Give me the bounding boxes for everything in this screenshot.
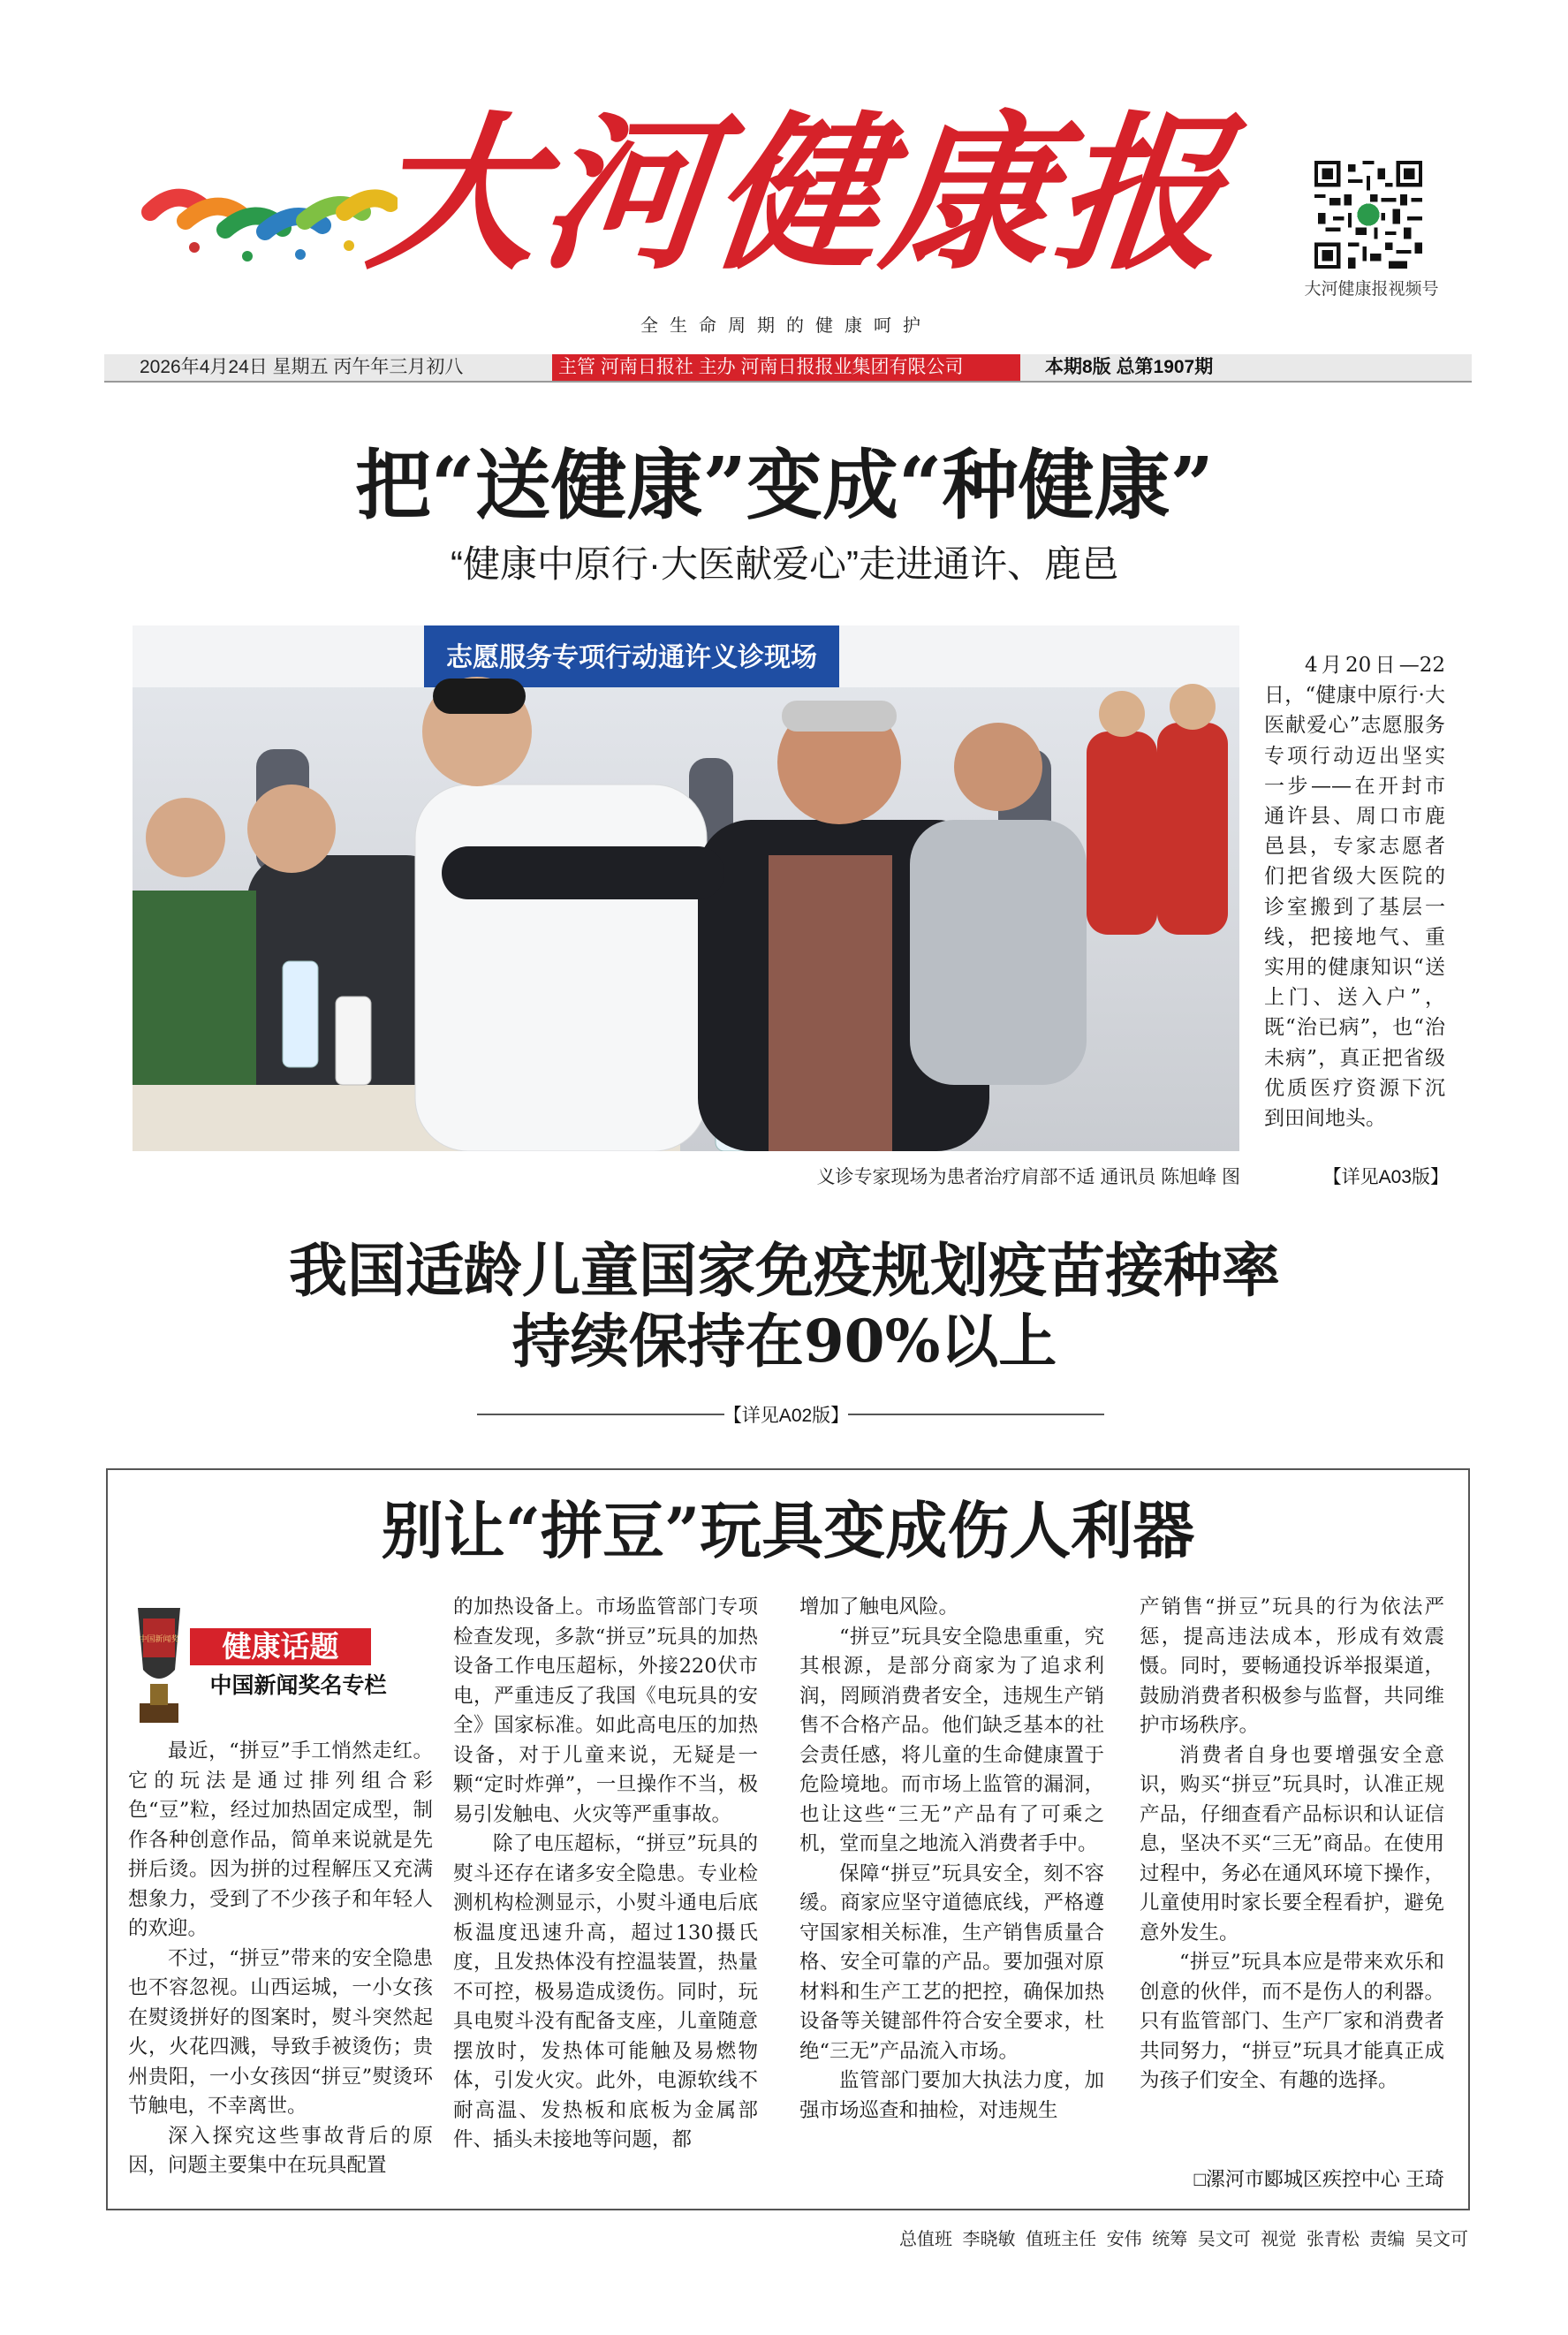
- paragraph: 最近，“拼豆”手工悄然走红。它的玩法是通过排列组合彩色“豆”粒，经过加热固定成型，制作各种创意作品，简单来说就是先拼后烫。因为拼的过程解压又充满想象力，受到了不少孩子和年轻人的欢迎。: [128, 1740, 433, 1940]
- article-headline: 别让“拼豆”玩具变成伤人利器: [381, 1494, 1195, 1567]
- divider: [477, 1414, 724, 1415]
- topic-subtitle: 中国新闻奖名专栏: [209, 1673, 387, 1698]
- second-page-ref[interactable]: 【详见A02版】: [723, 1406, 850, 1426]
- paragraph: 产销售“拼豆”玩具的行为依法严惩，提高违法成本，形成有效震慑。同时，要畅通投诉举报渠道，鼓励消费者积极参与监督，共同维护市场秩序。: [1140, 1596, 1444, 1737]
- qr-label: 大河健康报视频号: [1304, 280, 1439, 299]
- issue-number: 本期8版 总第1907期: [1045, 357, 1214, 377]
- article-column-2: [453, 1593, 758, 2156]
- second-headline-line2: 持续保持在90%以上: [511, 1307, 1057, 1376]
- paragraph: 不过，“拼豆”带来的安全隐患也不容忽视。山西运城，一小女孩在熨烫拼好的图案时，熨斗突然起火，火花四溅，导致手被烫伤；贵州贵阳，一小女孩因“拼豆”熨烫环节触电，不幸离世。: [128, 1946, 433, 2118]
- paragraph: 保障“拼豆”玩具安全，刻不容缓。商家应坚守道德底线，严格遵守国家相关标准，生产销售质量合格、安全可靠的产品。要加强对原材料和生产工艺的把控，确保加热设备等关键部件符合安全要求，杜绝“三无”产品流入市场。: [799, 1861, 1104, 2063]
- paragraph: 深入探究这些事故背后的原因，问题主要集中在玩具配置: [128, 2124, 433, 2177]
- trophy-icon: [133, 1599, 186, 1725]
- editor-credits: 总值班 李晓敏 值班主任 安伟 统筹 吴文可 视觉 张青松 责编 吴文可: [898, 2230, 1468, 2249]
- photo-caption: 义诊专家现场为患者治疗肩部不适 通讯员 陈旭峰 图: [816, 1167, 1240, 1187]
- sponsor-text: 主管 河南日报社 主办 河南日报报业集团有限公司: [558, 357, 964, 377]
- second-headline: [104, 1235, 1465, 1376]
- photo-banner-text: 志愿服务专项行动通许义诊现场: [446, 642, 817, 673]
- paragraph: 的加热设备上。市场监管部门专项检查发现，多款“拼豆”玩具的加热设备工作电压超标，外接220伏市电，严重违反了我国《电玩具的安全》国家标准。如此高电压的加热设备，对于儿童来说，无疑是一颗“定时炸弹”，一旦操作不当，极易引发触电、火灾等严重事故。: [453, 1596, 758, 1826]
- paragraph: 增加了触电风险。: [799, 1596, 959, 1619]
- divider: [848, 1414, 1104, 1415]
- masthead-slogan: 全生命周期的健康呵护: [640, 316, 932, 336]
- trophy-text: 中国新闻奖: [139, 1635, 179, 1644]
- article-column-4: [1140, 1593, 1444, 2096]
- paragraph: 除了电压超标，“拼豆”玩具的熨斗还存在诸多安全隐患。专业检测机构检测显示，小熨斗通电后底板温度迅速升高，超过130摄氏度，且发热体没有控温装置，热量不可控，极易造成烫伤。同时，玩具电熨斗没有配备支座，儿童随意摆放时，发热体可能触及易燃物体，引发火灾。此外，电源软线不耐高温、发热板和底板为金属部件、插头未接地等问题，都: [453, 1832, 758, 2151]
- article-column-1: [128, 1737, 433, 2181]
- qr-code-icon: [1314, 161, 1422, 269]
- article-byline: □漯河市郾城区疾控中心 王琦: [1193, 2168, 1444, 2190]
- issue-date: 2026年4月24日 星期五 丙午年三月初八: [140, 357, 464, 377]
- topic-badge: 健康话题: [190, 1628, 371, 1665]
- lead-subheadline: “健康中原行·大医献爱心”走进通许、鹿邑: [451, 543, 1118, 585]
- lead-summary: 4月20日—22日，“健康中原行·大医献爱心”志愿服务专项行动迈出坚实一步——在开封市通许县、周口市鹿邑县，专家志愿者们把省级大医院的诊室搬到了基层一线，把接地气、重实用的健康知识“送上门、送入户”，既“治已病”，也“治未病”，真正把省级优质医疗资源下沉到田间地头。: [1264, 654, 1445, 1131]
- lead-photo: [133, 625, 1239, 1151]
- lead-headline: 把“送健康”变成“种健康”: [355, 441, 1214, 530]
- ribbon-logo-icon: [141, 177, 398, 274]
- article-column-3: [799, 1593, 1104, 2126]
- paragraph: 消费者自身也要增强安全意识，购买“拼豆”玩具时，认准正规产品，仔细查看产品标识和认证信息，坚决不买“三无”商品。在使用过程中，务必在通风环境下操作，儿童使用时家长要全程看护，避免意外发生。: [1140, 1743, 1444, 1945]
- masthead-title: 大河健康报: [360, 95, 1238, 292]
- paragraph: “拼豆”玩具安全隐患重重，究其根源，是部分商家为了追求利润，罔顾消费者安全，违规生产销售不合格产品。他们缺乏基本的社会责任感，将儿童的生命健康置于危险境地。而市场上监管的漏洞，也让这些“三无”产品有了可乘之机，堂而皇之地流入消费者手中。: [799, 1625, 1104, 1855]
- lead-page-ref[interactable]: 【详见A03版】: [1322, 1167, 1449, 1187]
- paragraph: “拼豆”玩具本应是带来欢乐和创意的伙伴，而不是伤人的利器。只有监管部门、生产厂家和消费者共同努力，“拼豆”玩具才能真正成为孩子们安全、有趣的选择。: [1140, 1951, 1444, 2092]
- second-headline-line1: 我国适龄儿童国家免疫规划疫苗接种率: [289, 1236, 1280, 1305]
- paragraph: 监管部门要加大执法力度，加强市场巡查和抽检，对违规生: [799, 2069, 1104, 2122]
